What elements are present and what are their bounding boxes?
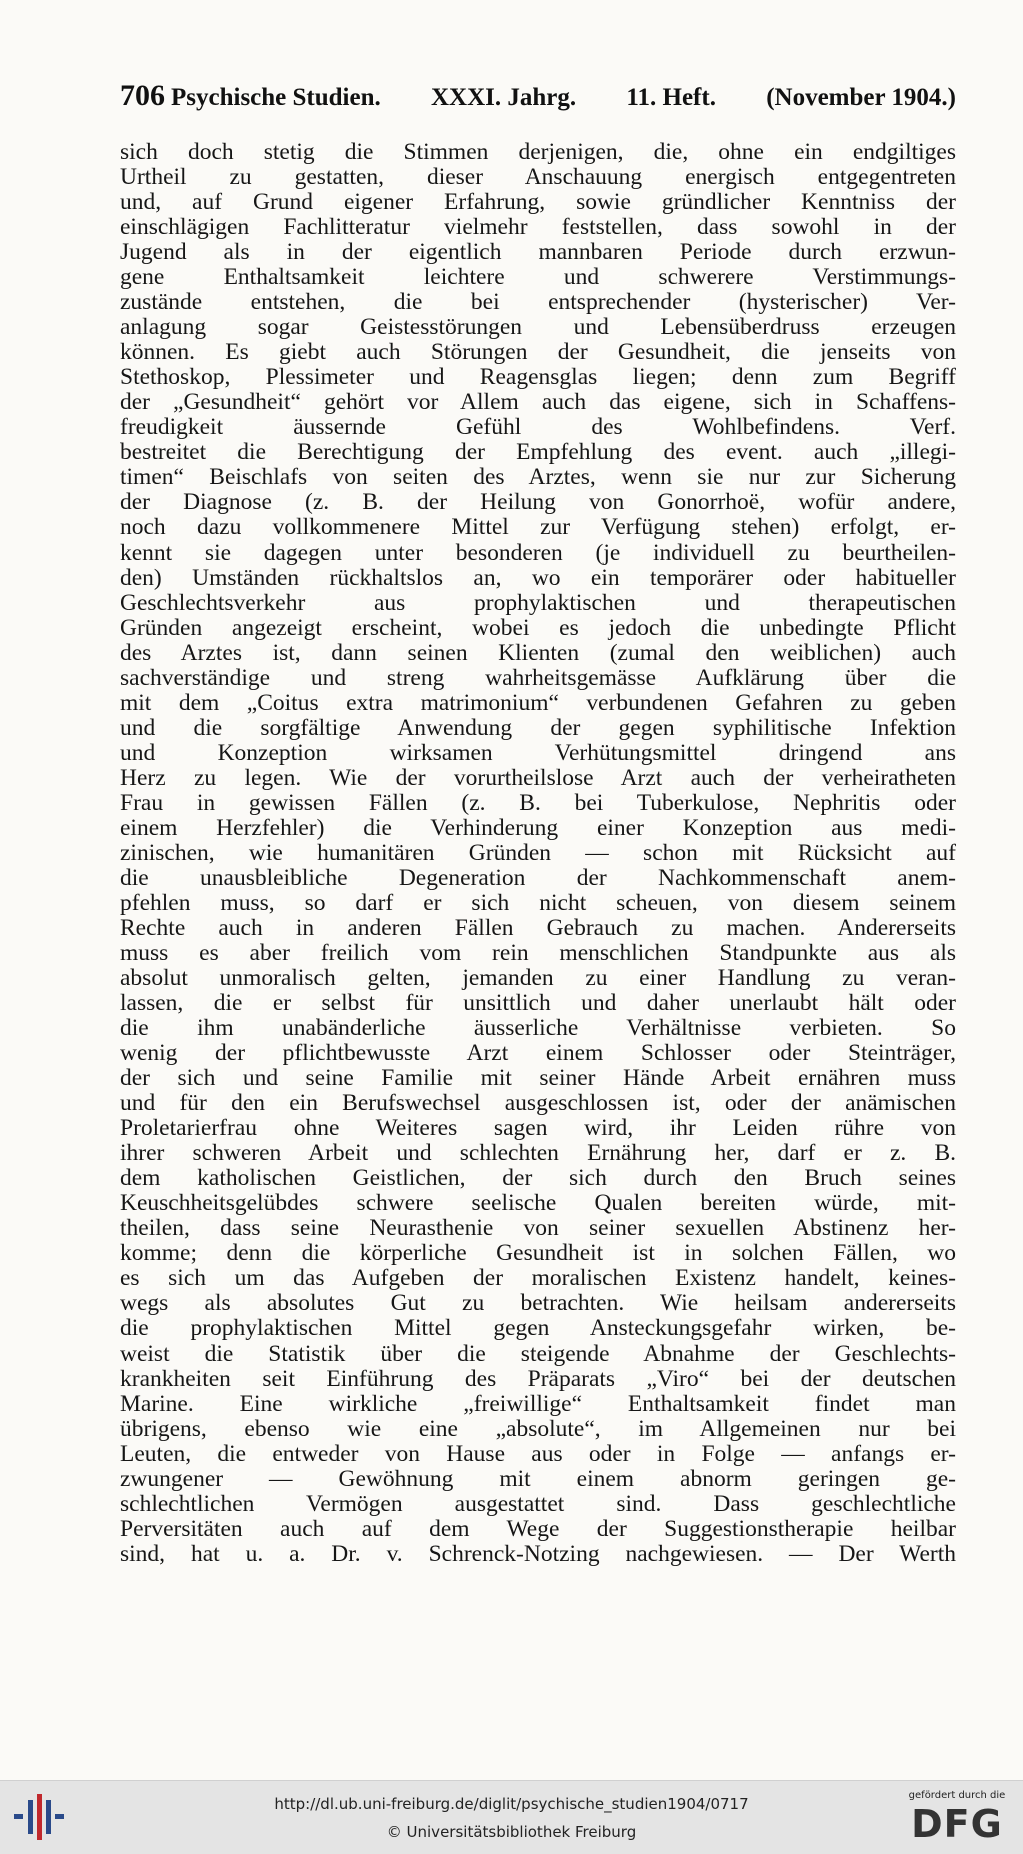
text-line: Herz zu legen. Wie der vorurtheilslose Arzt auch der verheiratheten [120, 765, 956, 791]
text-line: sind, hat u. a. Dr. v. Schrenck-Notzing nachgewiesen. — Der Werth [120, 1541, 956, 1567]
text-line: noch dazu vollkommenere Mittel zur Verfügung stehen) erfolgt, er- [120, 515, 956, 541]
text-line: und für den ein Berufswechsel ausgeschlossen ist, oder der anämischen [120, 1091, 956, 1117]
issue-label: 11. Heft. [626, 84, 716, 111]
text-line: zwungener — Gewöhnung mit einem abnorm geringen ge- [120, 1466, 956, 1492]
funder-note: gefördert durch die [908, 1790, 1006, 1801]
text-line: der Diagnose (z. B. der Heilung von Gonorrhoë, wofür andere, [120, 490, 956, 516]
text-line: Marine. Eine wirkliche „freiwillige“ Enthaltsamkeit findet man [120, 1391, 956, 1417]
text-line: pfehlen muss, so darf er sich nicht scheuen, von diesem seinem [120, 890, 956, 916]
text-line: mit dem „Coitus extra matrimonium“ verbundenen Gefahren zu geben [120, 690, 956, 716]
text-line: übrigens, ebenso wie eine „absolute“, im Allgemeinen nur bei [120, 1416, 956, 1442]
text-line: die unausbleibliche Degeneration der Nachkommenschaft anem- [120, 865, 956, 891]
text-line: wenig der pflichtbewusste Arzt einem Schlosser oder Steinträger, [120, 1041, 956, 1067]
text-line: der „Gesundheit“ gehört vor Allem auch das eigene, sich in Schaffens- [120, 390, 956, 416]
dfg-logo [905, 1789, 1009, 1849]
viewer-footer [0, 1780, 1023, 1854]
text-line: Frau in gewissen Fällen (z. B. bei Tuberkulose, Nephritis oder [120, 790, 956, 816]
text-line: bestreitet die Berechtigung der Empfehlung des event. auch „illegi- [120, 440, 956, 466]
text-line: Keuschheitsgelübdes schwere seelische Qualen bereiten würde, mit- [120, 1191, 956, 1217]
text-line: und Konzeption wirksamen Verhütungsmittel dringend ans [120, 740, 956, 766]
text-line: komme; denn die körperliche Gesundheit ist in solchen Fällen, wo [120, 1241, 956, 1267]
text-line: zinischen, wie humanitären Gründen — schon mit Rücksicht auf [120, 840, 956, 866]
text-line: Geschlechtsverkehr aus prophylaktischen und therapeutischen [120, 590, 956, 616]
text-line: wegs als absolutes Gut zu betrachten. Wie heilsam andererseits [120, 1291, 956, 1317]
page-number: 706 [120, 79, 165, 112]
text-line: Leuten, die entweder von Hause aus oder in Folge — anfangs er- [120, 1441, 956, 1467]
text-line: anlagung sogar Geistesstörungen und Lebensüberdruss erzeugen [120, 315, 956, 341]
text-line: der sich und seine Familie mit seiner Hände Arbeit ernähren muss [120, 1066, 956, 1092]
text-line: einschlägigen Fachlitteratur vielmehr feststellen, dass sowohl in der [120, 215, 956, 241]
text-line: absolut unmoralisch gelten, jemanden zu einer Handlung zu veran- [120, 966, 956, 992]
text-line: krankheiten seit Einführung des Präparats „Viro“ bei der deutschen [120, 1366, 956, 1392]
copyright-notice: © Universitätsbibliothek Freiburg [386, 1823, 637, 1841]
text-line: es sich um das Aufgeben der moralischen Existenz handelt, keines- [120, 1266, 956, 1292]
text-line: Perversitäten auch auf dem Wege der Suggestionstherapie heilbar [120, 1516, 956, 1542]
text-line: dem katholischen Geistlichen, der sich durch den Bruch seines [120, 1166, 956, 1192]
text-line: muss es aber freilich vom rein menschlichen Standpunkte aus als [120, 941, 956, 966]
text-line: ihrer schweren Arbeit und schlechten Ernährung her, darf er z. B. [120, 1141, 956, 1167]
text-line: Urtheil zu gestatten, dieser Anschauung energisch entgegentreten [120, 165, 956, 191]
text-line: können. Es giebt auch Störungen der Gesundheit, die jenseits von [120, 340, 956, 366]
text-line: zustände entstehen, die bei entsprechender (hysterischer) Ver- [120, 290, 956, 316]
text-line: Proletarierfrau ohne Weiteres sagen wird, ihr Leiden rühre von [120, 1116, 956, 1142]
text-line: Jugend als in der eigentlich mannbaren Periode durch erzwun- [120, 240, 956, 266]
text-line: und, auf Grund eigener Erfahrung, sowie gründlicher Kenntniss der [120, 190, 956, 216]
text-line: sachverständige und streng wahrheitsgemässe Aufklärung über die [120, 665, 956, 691]
text-line: Rechte auch in anderen Fällen Gebrauch zu machen. Andererseits [120, 915, 956, 941]
text-line: kennt sie dagegen unter besonderen (je individuell zu beurtheilen- [120, 540, 956, 566]
issue-date: (November 1904.) [766, 84, 956, 111]
text-line: den) Umständen rückhaltslos an, wo ein temporärer oder habitueller [120, 565, 956, 591]
permalink-url[interactable]: http://dl.ub.uni-freiburg.de/diglit/psychische_studien1904/0717 [274, 1795, 749, 1813]
text-line: einem Herzfehler) die Verhinderung einer Konzeption aus medi- [120, 815, 956, 841]
text-line: freudigkeit äussernde Gefühl des Wohlbefindens. Verf. [120, 415, 956, 441]
text-line: gene Enthaltsamkeit leichtere und schwerere Verstimmungs- [120, 265, 956, 291]
text-line: sich doch stetig die Stimmen derjenigen, die, ohne ein endgiltiges [120, 140, 956, 165]
journal-title: Psychische Studien. [171, 84, 381, 111]
text-line: Stethoskop, Plessimeter und Reagensglas liegen; denn zum Begriff [120, 365, 956, 391]
text-line: des Arztes ist, dann seinen Klienten (zumal den weiblichen) auch [120, 640, 956, 666]
running-header [120, 78, 956, 114]
text-line: theilen, dass seine Neurasthenie von seiner sexuellen Abstinenz her- [120, 1216, 956, 1242]
text-line: die prophylaktischen Mittel gegen Ansteckungsgefahr wirken, be- [120, 1316, 956, 1342]
text-line: schlechtlichen Vermögen ausgestattet sind. Dass geschlechtliche [120, 1491, 956, 1517]
text-line: und die sorgfältige Anwendung der gegen syphilitische Infektion [120, 715, 956, 741]
text-line: weist die Statistik über die steigende Abnahme der Geschlechts- [120, 1341, 956, 1367]
text-line: die ihm unabänderliche äusserliche Verhältnisse verbieten. So [120, 1016, 956, 1042]
volume-label: XXXI. Jahrg. [431, 84, 577, 111]
text-line: timen“ Beischlafs von seiten des Arztes, wenn sie nur zur Sicherung [120, 465, 956, 491]
body-text [120, 140, 956, 1567]
journal-title-line [171, 80, 956, 116]
text-line: Gründen angezeigt erscheint, wobei es jedoch die unbedingte Pflicht [120, 615, 956, 641]
text-line: lassen, die er selbst für unsittlich und daher unerlaubt hält oder [120, 991, 956, 1017]
funder-logo-text: DFG [911, 1802, 1003, 1846]
